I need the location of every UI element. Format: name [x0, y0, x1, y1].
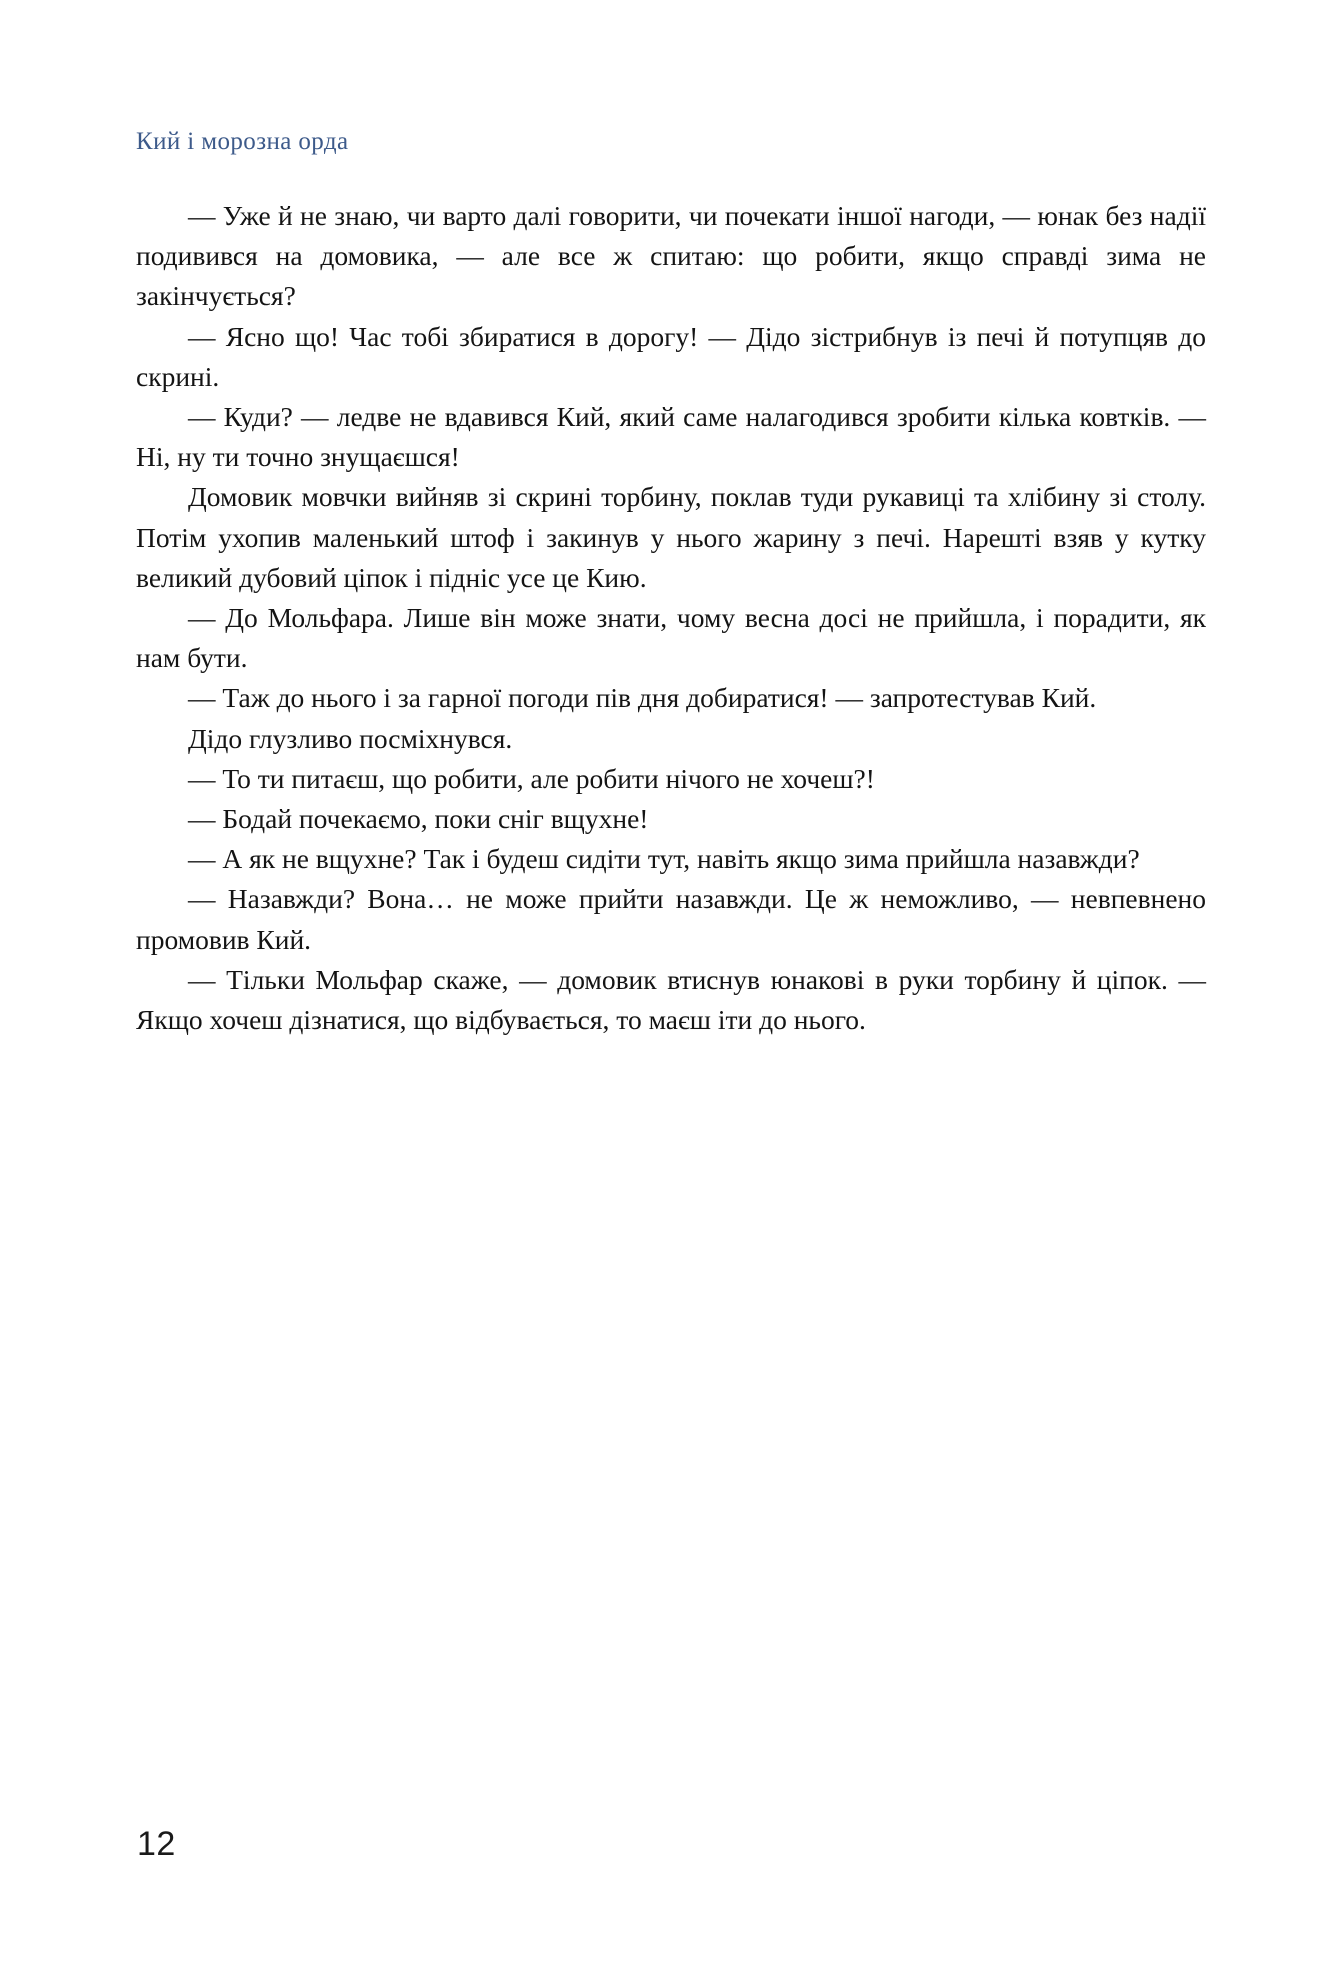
paragraph: — Ясно що! Час тобі збиратися в дорогу! — Дідо зістрибнув із печі й потупцяв до скрині. [136, 320, 1206, 392]
body-text [136, 196, 1206, 1040]
paragraph: — То ти питаєш, що робити, але робити нічого не хочеш?! [188, 762, 875, 794]
paragraph: — Тільки Мольфар скаже, — домовик втиснув юнакові в руки торбину й ціпок. — Якщо хочеш дізнатися, що відбувається, то маєш іти до нього. [136, 963, 1206, 1036]
paragraph: — Бодай почекаємо, поки сніг вщухне! [188, 803, 649, 835]
paragraph: Домовик мовчки вийняв зі скрині торбину, поклав туди рукавиці та хлібину зі столу. Потім ухопив маленький штоф і закинув у нього жарину з печі. Нарешті взяв у кутку великий дубовий ціпок і підніс усе це Кию. [136, 481, 1206, 593]
page-number: 12 [137, 1825, 176, 1863]
paragraph: — А як не вщухне? Так і будеш сидіти тут, навіть якщо зима прийшла назавжди? [188, 843, 1140, 875]
paragraph: — Куди? — ледве не вдавився Кий, який саме налагодився зробити кілька ковтків. — Ні, ну ти точно знущаєшся! [136, 401, 1206, 473]
paragraph: Дідо глузливо посміхнувся. [188, 722, 513, 754]
paragraph: — До Мольфара. Лише він може знати, чому весна досі не прийшла, і порадити, як нам бути. [136, 602, 1206, 674]
paragraph: — Таж до нього і за гарної погоди пів дня добиратися! — запротестував Кий. [188, 682, 1097, 714]
running-head: Кий і морозна орда [136, 128, 349, 155]
paragraph: — Назавжди? Вона… не може прийти назавжди. Це ж неможливо, — невпевнено промовив Кий. [136, 883, 1206, 955]
paragraph: — Уже й не знаю, чи варто далі говорити, чи почекати іншої нагоди, — юнак без надії подивився на домовика, — але все ж спитаю: що робити, якщо справді зима не закінчується? [136, 200, 1206, 312]
